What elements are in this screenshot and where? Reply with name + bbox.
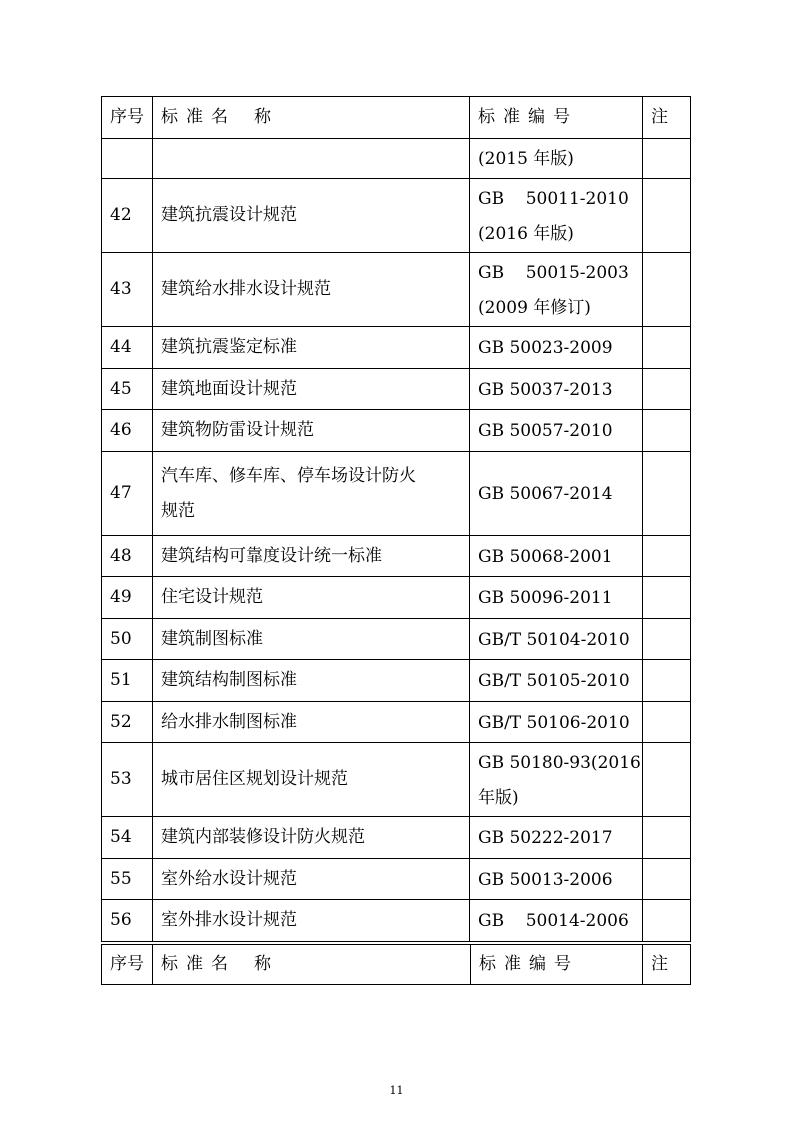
footer-header-note: 注: [651, 954, 668, 974]
row-serial: 44: [102, 327, 153, 368]
row-note: [643, 452, 690, 535]
table-row: [101, 410, 691, 452]
row-standard-code: GB 50180-93(2016 年版): [470, 743, 643, 816]
header-serial: 序号: [102, 97, 153, 138]
row-note: [643, 179, 690, 252]
row-standard-name: 建筑地面设计规范: [153, 369, 470, 409]
row-standard-name: 建筑物防雷设计规范: [153, 410, 470, 451]
row-standard-name: 建筑结构制图标准: [153, 660, 470, 701]
table-row: [101, 139, 691, 179]
row-serial: 45: [102, 369, 153, 409]
page-number: 11: [389, 1084, 404, 1097]
row-serial: 52: [102, 702, 153, 742]
footer-header-serial: 序号: [102, 945, 153, 984]
row-standard-name: 城市居住区规划设计规范: [153, 743, 470, 816]
row-note: [643, 743, 690, 816]
row-standard-code: GB 50015-2003 (2009 年修订): [470, 253, 643, 326]
standards-table: [101, 96, 691, 942]
table-row: [101, 452, 691, 536]
footer-header-standard-code: 标 准 编 号: [471, 945, 643, 984]
row-standard-code: GB/T 50105-2010: [470, 660, 643, 701]
row-serial: 42: [102, 179, 153, 252]
row-standard-name: 室外给水设计规范: [153, 859, 470, 899]
row-note: [643, 859, 690, 899]
row-standard-code: (2015 年版): [470, 139, 643, 178]
row-standard-code: GB 50057-2010: [470, 410, 643, 451]
table-row: [101, 817, 691, 859]
repeated-header-row: [101, 944, 691, 985]
row-note: [643, 139, 690, 178]
row-standard-code: GB/T 50106-2010: [470, 702, 643, 742]
row-standard-name: 建筑给水排水设计规范: [153, 253, 470, 326]
row-standard-code: GB 50068-2001: [470, 536, 643, 576]
row-standard-code: GB 50011-2010 (2016 年版): [470, 179, 643, 252]
row-standard-code: GB 50222-2017: [470, 817, 643, 858]
row-standard-name: 建筑制图标准: [153, 619, 470, 659]
row-serial: 54: [102, 817, 153, 858]
row-standard-name: 建筑抗震设计规范: [153, 179, 470, 252]
row-serial: 50: [102, 619, 153, 659]
row-standard-code: GB 50096-2011: [470, 577, 643, 618]
table-row: [101, 327, 691, 369]
row-standard-name: 给水排水制图标准: [153, 702, 470, 742]
row-serial: 49: [102, 577, 153, 618]
row-serial: 56: [102, 900, 153, 941]
table-header-row: [101, 96, 691, 139]
header-standard-name: 标 准 名 称: [153, 97, 470, 138]
row-note: [643, 577, 690, 618]
row-serial: 55: [102, 859, 153, 899]
row-serial: 53: [102, 743, 153, 816]
row-serial: 47: [102, 452, 153, 535]
row-note: [643, 369, 690, 409]
row-standard-name: 建筑结构可靠度设计统一标准: [153, 536, 470, 576]
row-standard-code: GB 50013-2006: [470, 859, 643, 899]
table-row: [101, 253, 691, 327]
row-standard-name: 建筑内部装修设计防火规范: [153, 817, 470, 858]
table-row: [101, 743, 691, 817]
header-standard-code: 标 准 编 号: [470, 97, 643, 138]
row-standard-code: GB 50014-2006: [470, 900, 643, 941]
table-row: [101, 702, 691, 743]
row-note: [643, 817, 690, 858]
row-standard-code: GB 50023-2009: [470, 327, 643, 368]
row-note: [643, 900, 690, 941]
header-note: 注: [651, 107, 668, 127]
row-note: [643, 660, 690, 701]
table-row: [101, 619, 691, 660]
row-standard-name: 建筑抗震鉴定标准: [153, 327, 470, 368]
row-note: [643, 536, 690, 576]
table-row: [101, 900, 691, 942]
row-standard-code: GB/T 50104-2010: [470, 619, 643, 659]
row-serial: 46: [102, 410, 153, 451]
table-row: [101, 536, 691, 577]
row-serial: 48: [102, 536, 153, 576]
row-note: [643, 702, 690, 742]
row-note: [643, 619, 690, 659]
row-standard-code: GB 50067-2014: [470, 452, 643, 535]
row-standard-code: GB 50037-2013: [470, 369, 643, 409]
row-note: [643, 253, 690, 326]
row-serial: 51: [102, 660, 153, 701]
row-note: [643, 327, 690, 368]
footer-header-standard-name: 标 准 名 称: [153, 945, 471, 984]
row-standard-name: [153, 139, 470, 178]
table-row: [101, 859, 691, 900]
row-serial: [102, 139, 153, 178]
row-standard-name: 室外排水设计规范: [153, 900, 470, 941]
row-standard-name: 住宅设计规范: [153, 577, 470, 618]
row-note: [643, 410, 690, 451]
row-serial: 43: [102, 253, 153, 326]
table-row: [101, 369, 691, 410]
row-standard-name: 汽车库、修车库、停车场设计防火 规范: [153, 452, 470, 535]
table-row: [101, 577, 691, 619]
table-row: [101, 179, 691, 253]
table-row: [101, 660, 691, 702]
